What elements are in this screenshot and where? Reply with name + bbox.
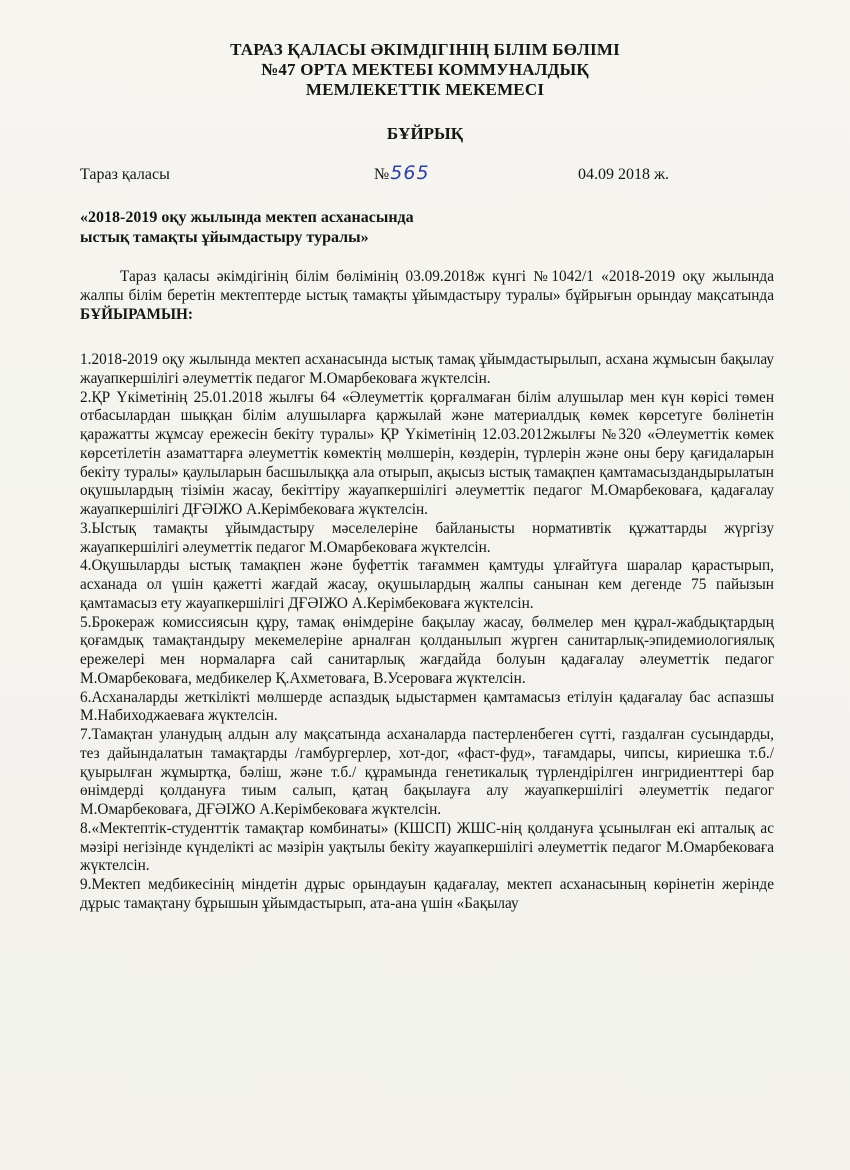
order-number-label: № [374, 166, 390, 183]
order-title: БҰЙРЫҚ [386, 124, 464, 143]
preamble-text: Тараз қаласы әкімдігінің білім бөлімінің 03.09.2018ж күнгі №1042/1 «2018-2019 оқу жылында жалпы білім беретін мектептерде ыстық тамақты ұйымдастыру туралы» бұйрығын орындау мақсатында [80, 268, 774, 304]
order-item-4: 4.Оқушыларды ыстық тамақпен және буфеттік тағаммен қамтуды ұлғайтуға шаралар қарастырып, асханада ол үшін қажетті жағдай жасау, оқушылардың жалпы санынан кем дегенде 75 пайызын қамтамасыз ету жауапкершілігі ДҒӘІЖО А.Керімбековаға жүктелсін. [80, 557, 774, 612]
order-subject [80, 208, 540, 248]
order-item-3: 3.Ыстық тамақты ұйымдастыру мәселелеріне байланысты нормативтік құжаттарды жүргізу жауапкершілігі әлеуметтік педагог М.Омарбековаға жүктелсін. [80, 519, 774, 556]
subject-line-2: ыстық тамақты ұйымдастыру туралы» [80, 229, 369, 246]
order-items [80, 351, 774, 914]
order-item-6: 6.Асханаларды жеткілікті мөлшерде аспаздық ыдыстармен қамтамасыз етілуін қадағалау бас аспазшы М.Набиходжаеваға жүктелсін. [80, 688, 774, 725]
header-line-1: ТАРАЗ ҚАЛАСЫ ӘКІМДІГІНІҢ БІЛІМ БӨЛІМІ [230, 40, 620, 59]
meta-order-number [374, 162, 430, 184]
order-item-5: 5.Брокераж комиссиясын құру, тамақ өнімдеріне бақылау жасау, бөлмелер мен құрал-жабдықтардың қоғамдық тамақтандыру мекемелеріне арналған қолданылып жүрген санитарлық-эпидемиологиялық ережелері мен нормаларға сай санитарлық жағдайда болуын қадағалау әлеуметтік педагог М.Омарбековаға, медбикелер Қ.Ахметоваға, В.Усероваға жүктелсін. [80, 613, 774, 687]
subject-line-1: «2018-2019 оқу жылында мектеп асханасында [80, 209, 414, 226]
header-line-3: МЕМЛЕКЕТТІК МЕКЕМЕСІ [305, 80, 545, 99]
meta-city: Тараз қаласы [80, 166, 170, 183]
order-item-7: 7.Тамақтан уланудың алдын алу мақсатында асханаларда пастерленбеген сүтті, газдалған сусындарды, тез дайындалатын тамақтарды /гамбургерлер, хот-дог, «фаст-фуд», тағамдары, чипсы, кириешка т.б./ қуырылған жұмыртқа, бәліш, және т.б./ құрамында генетикалық түрлендірілген ингридиенттері бар өнімдерді қолдануға тиым салып, қатаң бақылауға алу жауапкершілігі әлеуметтік педагог М.Омарбековаға, ДҒӘІЖО А.Керімбековаға жүктелсін. [80, 726, 774, 818]
preamble-emphasis: БҰЙЫРАМЫН: [80, 306, 193, 323]
organization-header [0, 40, 850, 100]
header-line-2: №47 ОРТА МЕКТЕБІ КОММУНАЛДЫҚ [261, 60, 589, 79]
order-item-9: 9.Мектеп медбикесінің міндетін дұрыс орындауын қадағалау, мектеп асханасының көрінетін жерінде дұрыс тамақтану бұрышын ұйымдастырып, ата-ана үшін «Бақылау [80, 876, 774, 912]
order-item-1: 1.2018-2019 оқу жылында мектеп асханасында ыстық тамақ ұйымдастырылып, асхана жұмысын бақылау жауапкершілігі әлеуметтік педагог М.Омарбековаға жүктелсін. [80, 351, 774, 387]
order-item-2: 2.ҚР Үкіметінің 25.01.2018 жылғы 64 «Әлеуметтік қорғалмаған білім алушылар мен күн көрісі төмен отбасылардан шыққан білім алушыларға қаржылай және материалдық көмек көрсетуге бөлінетін қаражатты жұмсау ережесін бекіту туралы» ҚР Үкіметінің 12.03.2012жылғы №320 «Әлеуметтік көмек көрсетілетін азаматтарға әлеуметтік көмектің мөлшерін, көздерін, түрлерін және оны беру қағидаларын бекіту туралы» қаулыларын басшылыққа ала отырып, ақысыз ыстық тамақпен қамтамасыздандырылатын оқушылардың тізімін жасау, бекіттіру жауапкершілігі әлеуметтік педагог М.Омарбековаға, қадағалау жауапкершілігі ДҒӘІЖО А.Керімбековаға жүктелсін. [80, 388, 774, 518]
preamble-paragraph [80, 267, 774, 324]
order-item-8: 8.«Мектептік-студенттік тамақтар комбинаты» (КШСП) ЖШС-нің қолдануға ұсынылған екі апталық ас мәзірі негізінде күнделікті ас мәзірін уақтылы бекіту жауапкершілігі әлеуметтік педагог М.Омарбековаға жүктелсін. [80, 819, 774, 875]
order-number-handwritten: 565 [390, 162, 430, 184]
meta-date: 04.09 2018 ж. [578, 166, 670, 183]
